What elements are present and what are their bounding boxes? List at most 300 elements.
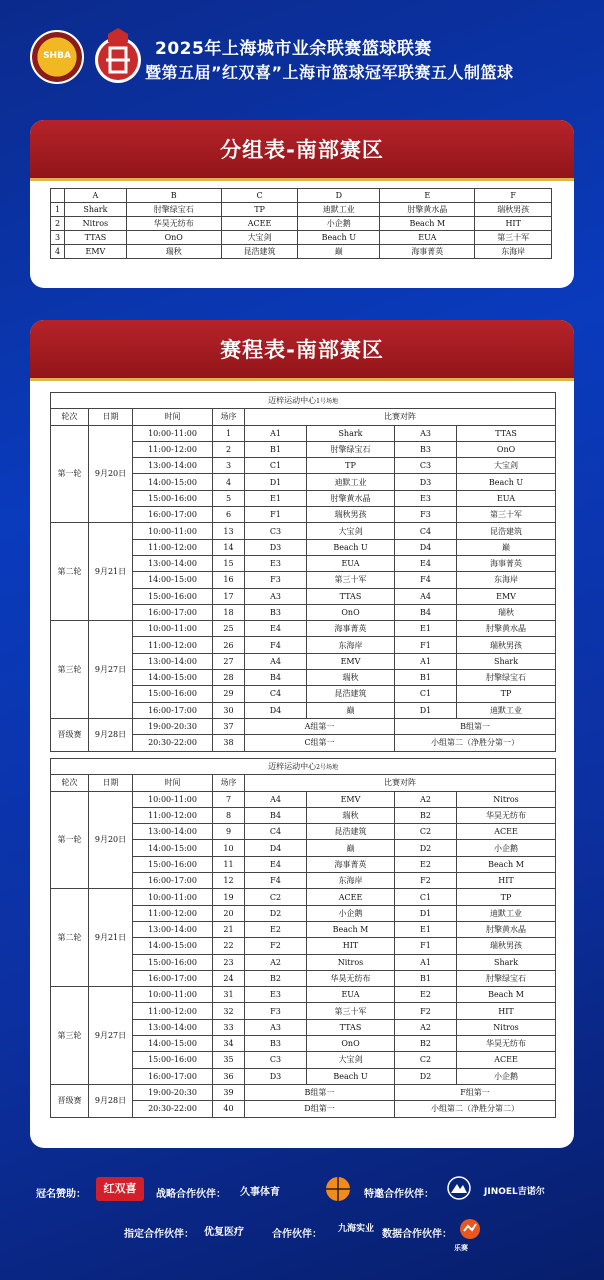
round-cell: 晋级赛 [51, 718, 89, 751]
home-team-cell: 瑞秋 [307, 807, 395, 823]
time-cell: 16:00-17:00 [133, 604, 213, 620]
match-number-cell: 36 [213, 1068, 245, 1084]
home-slot-cell: B4 [245, 807, 307, 823]
mountain-logo-icon [446, 1175, 472, 1201]
home-slot-cell: B3 [245, 1036, 307, 1052]
schedule-column-header: 时间 [133, 775, 213, 791]
away-slot-cell: B1 [395, 670, 457, 686]
home-slot-cell: F2 [245, 938, 307, 954]
home-team-cell: EMV [307, 653, 395, 669]
group-table-row [51, 217, 552, 231]
away-slot-cell: F1 [395, 938, 457, 954]
time-cell: 14:00-15:00 [133, 474, 213, 490]
home-slot-cell: E2 [245, 921, 307, 937]
home-team-cell: HIT [307, 938, 395, 954]
time-cell: 10:00-11:00 [133, 523, 213, 539]
away-slot-cell: C4 [395, 523, 457, 539]
playoff-away-cell: 小组第二（净胜分第二） [395, 1101, 556, 1117]
group-team-cell: OnO [126, 231, 221, 245]
schedule-column-header: 日期 [89, 775, 133, 791]
match-number-cell: 2 [213, 441, 245, 457]
away-slot-cell: D2 [395, 1068, 457, 1084]
away-team-cell: 瑞秋男孩 [457, 637, 556, 653]
away-slot-cell: D4 [395, 539, 457, 555]
match-number-cell: 18 [213, 604, 245, 620]
home-slot-cell: A1 [245, 425, 307, 441]
home-team-cell: 肘擎绿宝石 [307, 441, 395, 457]
venue-court: 2号场地 [316, 764, 338, 772]
designated-partner-logo: 优复医疗 [204, 1227, 244, 1238]
schedule-header-row [51, 409, 556, 425]
group-team-cell: ACEE [221, 217, 298, 231]
home-team-cell: 巅 [307, 702, 395, 718]
away-slot-cell: C3 [395, 458, 457, 474]
away-team-cell: 迪默工业 [457, 702, 556, 718]
group-card-title: 分组表-南部赛区 [220, 138, 384, 162]
group-team-cell: Beach U [298, 231, 380, 245]
time-cell: 19:00-20:30 [133, 718, 213, 734]
away-slot-cell: D1 [395, 702, 457, 718]
home-slot-cell: A3 [245, 588, 307, 604]
match-number-cell: 13 [213, 523, 245, 539]
away-team-cell: Beach M [457, 856, 556, 872]
time-cell: 16:00-17:00 [133, 873, 213, 889]
home-team-cell: Beach M [307, 921, 395, 937]
home-team-cell: TTAS [307, 588, 395, 604]
title-line-2: 暨第五届”红双喜”上海市篮球冠军联赛五人制篮球 [145, 63, 514, 82]
strategic-partner-logo: 久事体育 [240, 1187, 280, 1198]
home-team-cell: Shark [307, 425, 395, 441]
venue-row [51, 759, 556, 775]
home-slot-cell: E1 [245, 490, 307, 506]
schedule-column-header: 轮次 [51, 775, 89, 791]
match-row [51, 791, 556, 807]
time-cell: 20:30-22:00 [133, 735, 213, 751]
away-slot-cell: B2 [395, 807, 457, 823]
group-team-cell: Shark [65, 203, 127, 217]
home-team-cell: EUA [307, 987, 395, 1003]
time-cell: 11:00-12:00 [133, 1003, 213, 1019]
partner-label: 合作伙伴： [272, 1229, 322, 1240]
time-cell: 16:00-17:00 [133, 1068, 213, 1084]
home-slot-cell: D3 [245, 539, 307, 555]
home-slot-cell: F1 [245, 507, 307, 523]
partner-logo: 九海实业 [338, 1224, 375, 1234]
time-cell: 10:00-11:00 [133, 621, 213, 637]
away-team-cell: 第三十军 [457, 507, 556, 523]
away-team-cell: TTAS [457, 425, 556, 441]
away-slot-cell: E2 [395, 856, 457, 872]
group-row-number: 1 [51, 203, 65, 217]
home-team-cell: 昆浩建筑 [307, 686, 395, 702]
match-number-cell: 6 [213, 507, 245, 523]
venue-row [51, 393, 556, 409]
sponsor-footer [0, 1165, 604, 1280]
home-team-cell: 昆浩建筑 [307, 824, 395, 840]
schedule-table-court-1 [50, 392, 556, 752]
away-slot-cell: E1 [395, 921, 457, 937]
away-team-cell: 肘擎黄水晶 [457, 621, 556, 637]
away-team-cell: Beach U [457, 474, 556, 490]
away-slot-cell: A1 [395, 954, 457, 970]
match-number-cell: 12 [213, 873, 245, 889]
match-number-cell: 17 [213, 588, 245, 604]
group-team-cell: 巅 [298, 245, 380, 259]
date-cell: 9月20日 [89, 425, 133, 523]
schedule-column-header: 场序 [213, 409, 245, 425]
schedule-card-header [30, 320, 574, 381]
date-cell: 9月28日 [89, 718, 133, 751]
away-slot-cell: D1 [395, 905, 457, 921]
playoff-home-cell: D组第一 [245, 1101, 395, 1117]
away-team-cell: 昆浩建筑 [457, 523, 556, 539]
group-team-cell: 第三十军 [475, 231, 552, 245]
away-team-cell: Beach M [457, 987, 556, 1003]
group-team-cell: EUA [380, 231, 475, 245]
group-column-header: D [298, 189, 380, 203]
group-team-cell: 大宝剑 [221, 231, 298, 245]
match-number-cell: 31 [213, 987, 245, 1003]
home-team-cell: EUA [307, 555, 395, 571]
away-slot-cell: D2 [395, 840, 457, 856]
home-slot-cell: C3 [245, 1052, 307, 1068]
schedule-card [30, 320, 574, 1148]
round-cell: 晋级赛 [51, 1084, 89, 1117]
group-team-cell: 海事菁英 [380, 245, 475, 259]
title-line-1: 2025年上海城市业余联赛篮球联赛 [155, 39, 432, 59]
away-slot-cell: A2 [395, 1019, 457, 1035]
schedule-table-court-2 [50, 758, 556, 1118]
basketball-icon [322, 1173, 354, 1205]
away-slot-cell: A3 [395, 425, 457, 441]
home-team-cell: TP [307, 458, 395, 474]
date-cell: 9月28日 [89, 1084, 133, 1117]
match-number-cell: 30 [213, 702, 245, 718]
home-team-cell: ACEE [307, 889, 395, 905]
playoff-row [51, 1084, 556, 1100]
time-cell: 15:00-16:00 [133, 856, 213, 872]
date-cell: 9月20日 [89, 791, 133, 889]
match-number-cell: 7 [213, 791, 245, 807]
home-team-cell: 肘擎黄水晶 [307, 490, 395, 506]
data-partner-logo: 乐赛 [454, 1244, 468, 1252]
time-cell: 15:00-16:00 [133, 490, 213, 506]
match-number-cell: 22 [213, 938, 245, 954]
match-number-cell: 33 [213, 1019, 245, 1035]
match-number-cell: 38 [213, 735, 245, 751]
home-team-cell: 迪默工业 [307, 474, 395, 490]
round-cell: 第三轮 [51, 987, 89, 1085]
away-team-cell: Shark [457, 954, 556, 970]
away-team-cell: EMV [457, 588, 556, 604]
home-team-cell: 瑞秋男孩 [307, 507, 395, 523]
data-partner-label: 数据合作伙伴： [382, 1229, 452, 1240]
time-cell: 11:00-12:00 [133, 807, 213, 823]
home-team-cell: 东海岸 [307, 873, 395, 889]
home-slot-cell: B4 [245, 670, 307, 686]
away-team-cell: Nitros [457, 791, 556, 807]
away-slot-cell: F2 [395, 1003, 457, 1019]
away-slot-cell: C2 [395, 824, 457, 840]
date-cell: 9月21日 [89, 523, 133, 621]
home-slot-cell: F3 [245, 572, 307, 588]
match-number-cell: 24 [213, 970, 245, 986]
away-slot-cell: B3 [395, 441, 457, 457]
home-slot-cell: D1 [245, 474, 307, 490]
away-slot-cell: E4 [395, 555, 457, 571]
home-team-cell: 大宝剑 [307, 1052, 395, 1068]
match-number-cell: 26 [213, 637, 245, 653]
strategic-partner-label: 战略合作伙伴： [156, 1189, 226, 1200]
match-number-cell: 39 [213, 1084, 245, 1100]
time-cell: 11:00-12:00 [133, 905, 213, 921]
away-team-cell: 肘擎绿宝石 [457, 670, 556, 686]
group-team-cell: TP [221, 203, 298, 217]
home-team-cell: 海事菁英 [307, 621, 395, 637]
group-row-number: 3 [51, 231, 65, 245]
home-slot-cell: E4 [245, 856, 307, 872]
schedule-column-header: 比赛对阵 [245, 409, 556, 425]
venue-cell [51, 759, 556, 775]
match-number-cell: 19 [213, 889, 245, 905]
date-cell: 9月27日 [89, 987, 133, 1085]
match-number-cell: 29 [213, 686, 245, 702]
venue-name: 迈梓运动中心 [268, 762, 317, 772]
away-slot-cell: F1 [395, 637, 457, 653]
time-cell: 13:00-14:00 [133, 824, 213, 840]
group-table-header-row [51, 189, 552, 203]
group-table-card [30, 120, 574, 288]
away-slot-cell: D3 [395, 474, 457, 490]
home-slot-cell: C4 [245, 824, 307, 840]
home-team-cell: TTAS [307, 1019, 395, 1035]
home-team-cell: OnO [307, 604, 395, 620]
time-cell: 10:00-11:00 [133, 791, 213, 807]
home-team-cell: 巅 [307, 840, 395, 856]
match-number-cell: 9 [213, 824, 245, 840]
time-cell: 16:00-17:00 [133, 507, 213, 523]
home-team-cell: Beach U [307, 1068, 395, 1084]
time-cell: 11:00-12:00 [133, 539, 213, 555]
home-slot-cell: F4 [245, 637, 307, 653]
venue-name: 迈梓运动中心 [268, 396, 317, 406]
home-slot-cell: A2 [245, 954, 307, 970]
match-row [51, 425, 556, 441]
home-slot-cell: D4 [245, 840, 307, 856]
away-slot-cell: B2 [395, 1036, 457, 1052]
match-number-cell: 15 [213, 555, 245, 571]
round-cell: 第一轮 [51, 425, 89, 523]
match-number-cell: 35 [213, 1052, 245, 1068]
home-slot-cell: F3 [245, 1003, 307, 1019]
time-cell: 13:00-14:00 [133, 1019, 213, 1035]
home-team-cell: EMV [307, 791, 395, 807]
away-team-cell: 小企鹅 [457, 1068, 556, 1084]
match-number-cell: 5 [213, 490, 245, 506]
group-table-row [51, 231, 552, 245]
group-table [50, 188, 552, 259]
group-team-cell: 瑞秋男孩 [475, 203, 552, 217]
away-team-cell: TP [457, 889, 556, 905]
away-slot-cell: E1 [395, 621, 457, 637]
away-team-cell: Nitros [457, 1019, 556, 1035]
home-slot-cell: E4 [245, 621, 307, 637]
group-column-header [51, 189, 65, 203]
round-cell: 第一轮 [51, 791, 89, 889]
away-team-cell: Shark [457, 653, 556, 669]
away-slot-cell: E2 [395, 987, 457, 1003]
schedule-header-row [51, 775, 556, 791]
time-cell: 15:00-16:00 [133, 588, 213, 604]
home-team-cell: 东海岸 [307, 637, 395, 653]
match-number-cell: 4 [213, 474, 245, 490]
away-team-cell: HIT [457, 1003, 556, 1019]
group-team-cell: 迪默工业 [298, 203, 380, 217]
group-team-cell: 东海岸 [475, 245, 552, 259]
time-cell: 16:00-17:00 [133, 702, 213, 718]
playoff-row [51, 718, 556, 734]
away-team-cell: EUA [457, 490, 556, 506]
away-team-cell: 华昊无纺布 [457, 807, 556, 823]
venue-court: 1号场地 [316, 398, 338, 406]
time-cell: 19:00-20:30 [133, 1084, 213, 1100]
home-slot-cell: E3 [245, 987, 307, 1003]
match-number-cell: 37 [213, 718, 245, 734]
away-slot-cell: F3 [395, 507, 457, 523]
group-team-cell: EMV [65, 245, 127, 259]
group-table-row [51, 203, 552, 217]
time-cell: 14:00-15:00 [133, 1036, 213, 1052]
time-cell: 14:00-15:00 [133, 840, 213, 856]
home-slot-cell: C3 [245, 523, 307, 539]
away-team-cell: 迪默工业 [457, 905, 556, 921]
title-sponsor-label: 冠名赞助： [36, 1189, 86, 1200]
match-number-cell: 28 [213, 670, 245, 686]
match-number-cell: 1 [213, 425, 245, 441]
time-cell: 14:00-15:00 [133, 572, 213, 588]
home-slot-cell: D3 [245, 1068, 307, 1084]
playoff-home-cell: B组第一 [245, 1084, 395, 1100]
round-cell: 第二轮 [51, 889, 89, 987]
group-card-header [30, 120, 574, 181]
away-team-cell: TP [457, 686, 556, 702]
match-number-cell: 11 [213, 856, 245, 872]
group-column-header: C [221, 189, 298, 203]
group-team-cell: 华昊无纺布 [126, 217, 221, 231]
home-slot-cell: B1 [245, 441, 307, 457]
away-slot-cell: A4 [395, 588, 457, 604]
date-cell: 9月27日 [89, 621, 133, 719]
playoff-away-cell: F组第一 [395, 1084, 556, 1100]
away-slot-cell: B1 [395, 970, 457, 986]
home-team-cell: Nitros [307, 954, 395, 970]
time-cell: 13:00-14:00 [133, 921, 213, 937]
home-slot-cell: F4 [245, 873, 307, 889]
time-cell: 10:00-11:00 [133, 425, 213, 441]
time-cell: 16:00-17:00 [133, 970, 213, 986]
home-team-cell: 瑞秋 [307, 670, 395, 686]
header [0, 0, 604, 110]
away-team-cell: ACEE [457, 1052, 556, 1068]
time-cell: 14:00-15:00 [133, 670, 213, 686]
time-cell: 10:00-11:00 [133, 889, 213, 905]
group-column-header: A [65, 189, 127, 203]
match-number-cell: 20 [213, 905, 245, 921]
home-slot-cell: C2 [245, 889, 307, 905]
away-team-cell: 巅 [457, 539, 556, 555]
away-team-cell: 肘擎黄水晶 [457, 921, 556, 937]
match-number-cell: 23 [213, 954, 245, 970]
away-team-cell: 小企鹅 [457, 840, 556, 856]
match-number-cell: 8 [213, 807, 245, 823]
group-team-cell: 肘擎黄水晶 [380, 203, 475, 217]
group-team-cell: Nitros [65, 217, 127, 231]
home-slot-cell: B3 [245, 604, 307, 620]
match-number-cell: 32 [213, 1003, 245, 1019]
schedule-column-header: 轮次 [51, 409, 89, 425]
schedule-column-header: 比赛对阵 [245, 775, 556, 791]
home-slot-cell: D4 [245, 702, 307, 718]
group-team-cell: 瑞秋 [126, 245, 221, 259]
match-number-cell: 10 [213, 840, 245, 856]
match-row [51, 621, 556, 637]
time-cell: 13:00-14:00 [133, 458, 213, 474]
away-team-cell: 海事菁英 [457, 555, 556, 571]
round-cell: 第二轮 [51, 523, 89, 621]
schedule-column-header: 日期 [89, 409, 133, 425]
group-column-header: F [475, 189, 552, 203]
round-cell: 第三轮 [51, 621, 89, 719]
time-cell: 14:00-15:00 [133, 938, 213, 954]
home-slot-cell: C1 [245, 458, 307, 474]
group-row-number: 4 [51, 245, 65, 259]
away-team-cell: 瑞秋男孩 [457, 938, 556, 954]
match-number-cell: 34 [213, 1036, 245, 1052]
title-sponsor-logo: 红双喜 [96, 1177, 144, 1201]
home-team-cell: Beach U [307, 539, 395, 555]
away-team-cell: OnO [457, 441, 556, 457]
time-cell: 15:00-16:00 [133, 954, 213, 970]
special-partner-logo: JINOEL吉诺尔 [484, 1187, 545, 1197]
match-row [51, 889, 556, 905]
match-row [51, 523, 556, 539]
shba-logo-text: SHBA [43, 51, 71, 61]
away-team-cell: 肘擎绿宝石 [457, 970, 556, 986]
shba-logo [30, 30, 84, 84]
away-team-cell: HIT [457, 873, 556, 889]
designated-partner-label: 指定合作伙伴： [124, 1229, 194, 1240]
home-team-cell: OnO [307, 1036, 395, 1052]
away-slot-cell: A1 [395, 653, 457, 669]
home-team-cell: 小企鹅 [307, 905, 395, 921]
group-column-header: E [380, 189, 475, 203]
away-slot-cell: F2 [395, 873, 457, 889]
home-team-cell: 大宝剑 [307, 523, 395, 539]
playoff-away-cell: B组第一 [395, 718, 556, 734]
home-slot-cell: A3 [245, 1019, 307, 1035]
group-table-row [51, 245, 552, 259]
time-cell: 10:00-11:00 [133, 987, 213, 1003]
away-slot-cell: F4 [395, 572, 457, 588]
match-number-cell: 14 [213, 539, 245, 555]
group-team-cell: HIT [475, 217, 552, 231]
away-team-cell: 瑞秋 [457, 604, 556, 620]
group-team-cell: 小企鹅 [298, 217, 380, 231]
date-cell: 9月21日 [89, 889, 133, 987]
away-slot-cell: C2 [395, 1052, 457, 1068]
away-slot-cell: E3 [395, 490, 457, 506]
group-team-cell: Beach M [380, 217, 475, 231]
